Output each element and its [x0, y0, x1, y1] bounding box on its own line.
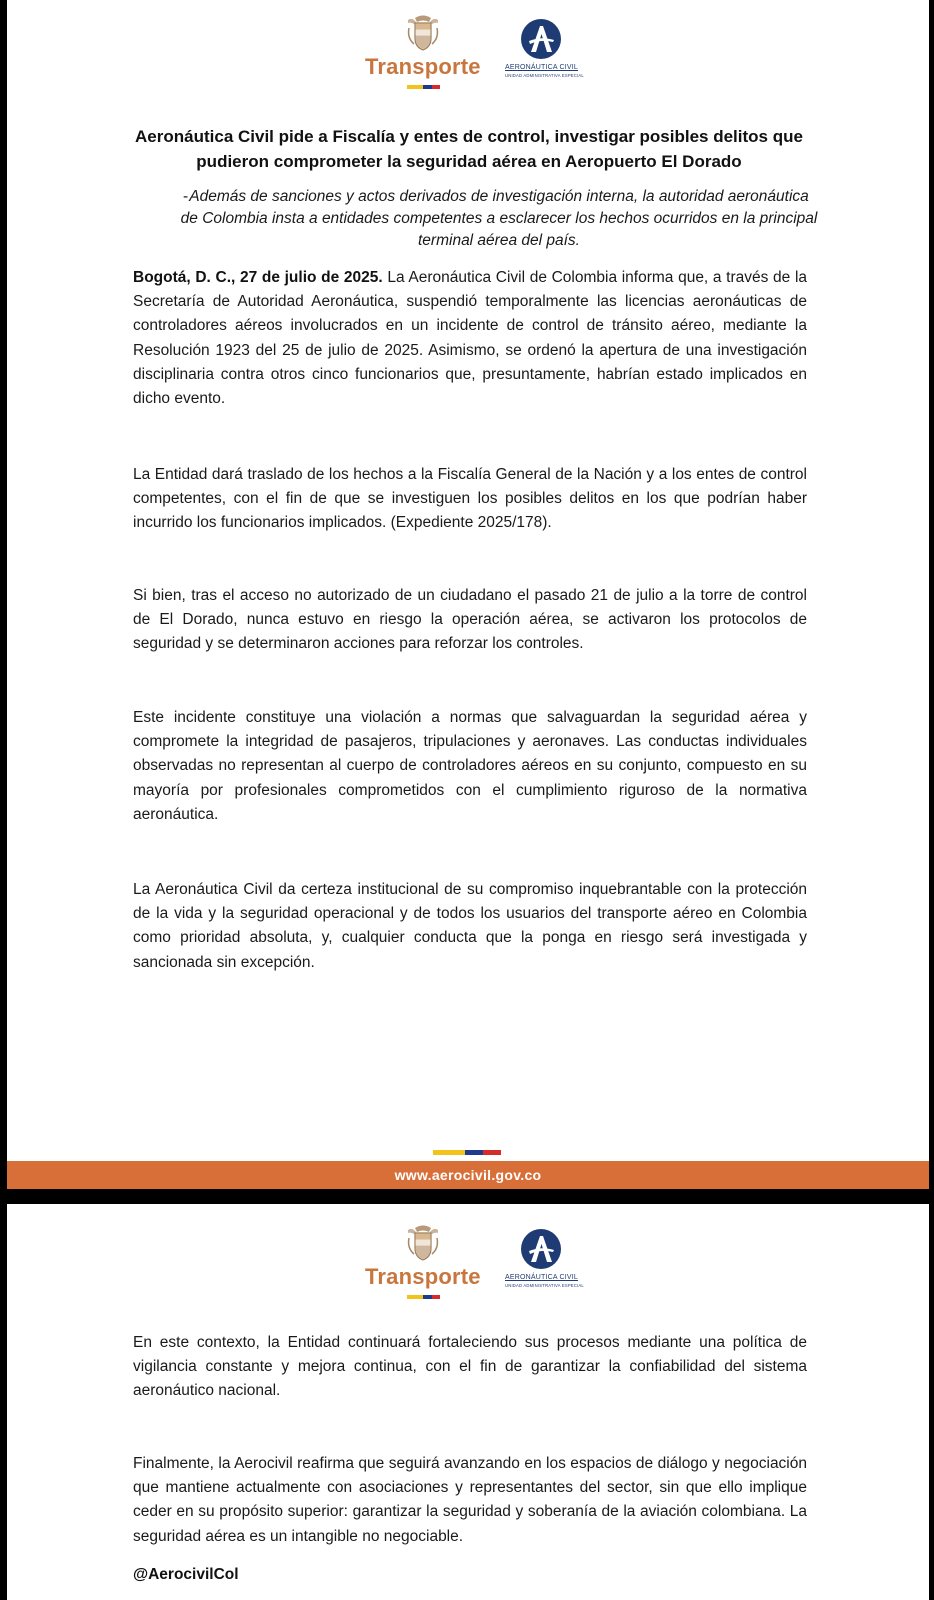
footer-website-link[interactable]: www.aerocivil.gov.co [7, 1161, 929, 1189]
aerocivil-logo-text: AERONÁUTICA CIVIL [505, 1274, 579, 1281]
footer-tricolor-stripe [433, 1150, 501, 1155]
document-page-2 [7, 1204, 929, 1600]
page-header [7, 14, 929, 96]
body-paragraph-7: Finalmente, la Aerocivil reafirma que seguirá avanzando en los espacios de diálogo y negociación que mantiene actualmente con asociaciones y representantes del sector, sin que ello implique ceder en su propósito superior: garantizar la seguridad y soberanía de la aviación colombiana. La seguridad aérea es un intangible no negociable. [133, 1455, 807, 1545]
colombia-tricolor-stripe [407, 85, 440, 89]
transporte-logo-text: Transporte [365, 54, 481, 79]
body-paragraph-4: Este incidente constituye una violación a normas que salvaguardan la seguridad aérea y compromete la integridad de pasajeros, tripulaciones y aeronaves. Las conductas individuales observadas no representan al cuerpo de controladores aéreos en su conjunto, compuesto en su mayoría por profesionales comprometidos con el cumplimiento riguroso de la normativa aeronáutica. [133, 709, 807, 823]
twitter-handle[interactable]: @AerocivilCol [133, 1566, 239, 1583]
aerocivil-logo-icon [520, 18, 562, 60]
press-release-subtitle: Además de sanciones y actos derivados de investigación interna, la autoridad aeronáutica de Colombia insta a entidades competentes a esclarecer los hechos ocurridos en la principal terminal aérea del país. [180, 188, 818, 249]
aerocivil-logo-subtitle: UNIDAD ADMINISTRATIVA ESPECIAL [505, 73, 584, 78]
dateline: Bogotá, D. C., 27 de julio de 2025. [133, 269, 383, 286]
colombia-tricolor-stripe [407, 1295, 440, 1299]
aerocivil-logo-icon [520, 1228, 562, 1270]
body-paragraph-2: La Entidad dará traslado de los hechos a la Fiscalía General de la Nación y a los entes de control competentes, con el fin de que se investiguen los posibles delitos en los que podrían haber incurrido los funcionarios implicados. (Expediente 2025/178). [133, 466, 807, 532]
document-page-1 [7, 0, 929, 1189]
colombia-coat-of-arms-icon [406, 1224, 440, 1262]
body-paragraph-6: En este contexto, la Entidad continuará fortaleciendo sus procesos mediante una política de vigilancia constante y mejora continua, con el fin de garantizar la confiabilidad del sistema aeronáutico nacional. [133, 1334, 807, 1400]
aerocivil-logo-subtitle: UNIDAD ADMINISTRATIVA ESPECIAL [505, 1283, 584, 1288]
body-paragraph-3: Si bien, tras el acceso no autorizado de un ciudadano el pasado 21 de julio a la torre de control de El Dorado, nunca estuvo en riesgo la operación aérea, se activaron los protocolos de seguridad y se determinaron acciones para reforzar los controles. [133, 587, 807, 653]
press-release-title: Aeronáutica Civil pide a Fiscalía y entes de control, investigar posibles delitos que pudieron comprometer la seguridad aérea en Aeropuerto El Dorado [135, 127, 803, 171]
body-paragraph-5: La Aeronáutica Civil da certeza institucional de su compromiso inquebrantable con la protección de la vida y la seguridad operacional y de todos los usuarios del transporte aéreo en Colombia como prioridad absoluta, y, cualquier conducta que la ponga en riesgo será investigada y sancionada sin excepción. [133, 881, 807, 971]
subtitle-bullet: - [183, 188, 189, 205]
page-header [7, 1224, 929, 1306]
colombia-coat-of-arms-icon [406, 14, 440, 52]
transporte-logo-text: Transporte [365, 1264, 481, 1289]
body-paragraph-1: Bogotá, D. C., 27 de julio de 2025. La Aeronáutica Civil de Colombia informa que, a través de la Secretaría de Autoridad Aeronáutica, suspendió temporalmente las licencias aeronáuticas de controladores aéreos involucrados en un incidente de control de tránsito aéreo, mediante la Resolución 1923 del 25 de julio de 2025. Asimismo, se ordenó la apertura de una investigación disciplinaria contra otros cinco funcionarios que, presuntamente, habrían estado implicados en dicho evento. [133, 269, 808, 408]
aerocivil-logo-text: AERONÁUTICA CIVIL [505, 64, 579, 71]
